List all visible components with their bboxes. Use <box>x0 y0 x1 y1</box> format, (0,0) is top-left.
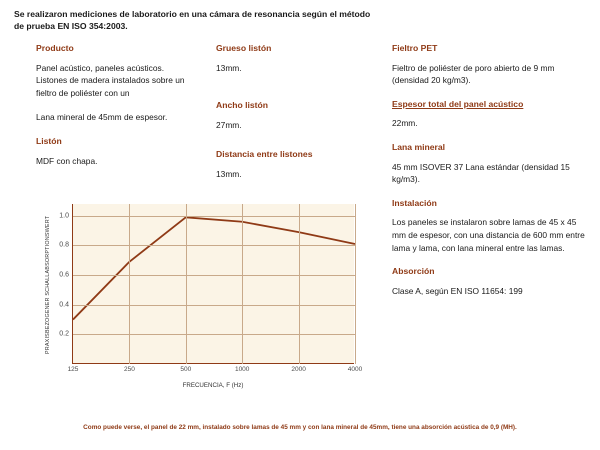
intro-line-2: de prueba EN ISO 354:2003. <box>14 21 128 32</box>
chart-y-axis-label: PRAXISBEZOGENER SCHALLABSORPTIONSWERT <box>45 215 51 355</box>
heading-grueso-liston: Grueso listón <box>216 42 272 53</box>
chart-y-tick: 1.0 <box>59 212 69 220</box>
heading-producto: Producto <box>36 42 74 53</box>
heading-distancia-entre-listones: Distancia entre listones <box>216 149 313 160</box>
text-espesor-total: 22mm. <box>392 118 418 129</box>
spacer <box>216 86 376 100</box>
text-instalacion: Los paneles se instalaron sobre lamas de 45 x 45 mm de espesor, con una distancia de 600 mm entre lama y lama, con lana mineral entre las lamas. <box>392 217 585 253</box>
chart-x-axis-label: FRECUENCIA, F (Hz) <box>182 382 244 389</box>
chart-gridline-vertical <box>299 204 300 364</box>
chart-x-tick: 4000 <box>347 366 363 373</box>
chart-gridline-vertical <box>186 204 187 364</box>
chart-plot-area <box>59 204 363 373</box>
chart-gridline-vertical <box>129 204 130 364</box>
chart-x-tick: 1000 <box>234 366 250 373</box>
heading-fieltro-pet: Fieltro PET <box>392 42 438 53</box>
intro-paragraph <box>14 8 494 33</box>
heading-ancho-liston: Ancho listón <box>216 100 269 111</box>
chart-y-tick: 0.2 <box>59 330 69 338</box>
text-lana-mineral-45: Lana mineral de 45mm de espesor. <box>36 112 168 123</box>
text-lana-mineral: 45 mm ISOVER 37 Lana estándar (densidad 15 kg/m3). <box>392 161 570 185</box>
chart-x-tick: 2000 <box>291 366 306 373</box>
spec-column-1 <box>36 43 196 179</box>
heading-instalacion: Instalación <box>392 197 437 208</box>
absorption-chart <box>40 200 370 400</box>
chart-gridline-vertical <box>355 204 356 364</box>
text-ancho-liston: 27mm. <box>216 119 242 130</box>
text-producto: Panel acústico, paneles acústicos. Listones de madera instalados sobre un fieltro de poliéster con un <box>36 62 185 98</box>
chart-gridline-horizontal <box>73 305 355 306</box>
chart-gridline-horizontal <box>73 334 355 335</box>
footnote-text: Como puede verse, el panel de 22 mm, instalado sobre lamas de 45 mm y con lana mineral de 45mm, tiene una absorción acústica de 0,9 (MH). <box>83 424 517 431</box>
chart-x-tick: 250 <box>123 366 135 373</box>
spec-column-2 <box>216 43 376 193</box>
chart-gridline-horizontal <box>73 245 355 246</box>
chart-y-tick: 0.4 <box>59 301 69 309</box>
chart-y-tick: 0.8 <box>59 241 69 249</box>
text-fieltro-pet: Fieltro de poliéster de poro abierto de 9 mm (densidad 20 kg/m3). <box>392 62 555 86</box>
chart-gridline-horizontal <box>73 275 355 276</box>
chart-series-line <box>73 204 355 364</box>
spec-column-3 <box>392 43 592 309</box>
text-grueso-liston: 13mm. <box>216 62 242 73</box>
heading-absorcion: Absorción <box>392 266 435 277</box>
text-liston: MDF con chapa. <box>36 155 98 166</box>
text-distancia-entre-listones: 13mm. <box>216 168 242 179</box>
heading-espesor-total: Espesor total del panel acústico <box>392 98 524 109</box>
heading-liston: Listón <box>36 135 62 146</box>
chart-x-tick: 500 <box>180 366 192 373</box>
chart-y-tick: 0.6 <box>59 271 69 279</box>
heading-lana-mineral: Lana mineral <box>392 141 446 152</box>
chart-x-tick: 125 <box>67 366 79 373</box>
text-absorcion: Clase A, según EN ISO 11654: 199 <box>392 285 523 296</box>
chart-gridline-horizontal <box>73 216 355 217</box>
chart-gridline-vertical <box>242 204 243 364</box>
intro-line-1: Se realizaron mediciones de laboratorio en una cámara de resonancia según el método <box>14 9 371 19</box>
